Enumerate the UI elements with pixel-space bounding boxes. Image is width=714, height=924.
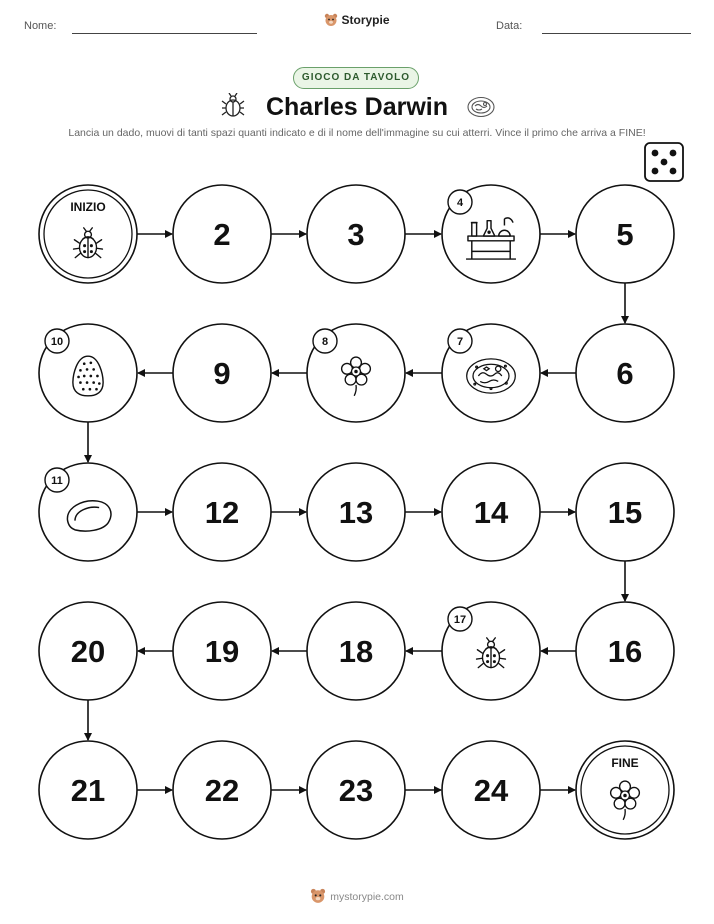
space-number: 16: [607, 634, 643, 669]
board-space: [307, 463, 405, 561]
board-space: [39, 324, 137, 422]
space-number: 17: [453, 614, 467, 626]
space-number: 20: [70, 634, 106, 669]
board-space: [442, 741, 540, 839]
board-space: [307, 602, 405, 700]
space-number: 4: [456, 197, 464, 209]
space-number: 10: [50, 336, 64, 348]
space-number: 18: [338, 634, 374, 669]
space-number: 5: [616, 217, 634, 252]
space-number: 14: [473, 495, 509, 530]
board-space: [307, 741, 405, 839]
footer-url: mystorypie.com: [330, 891, 404, 903]
board-space: [442, 324, 540, 422]
page-title: Charles Darwin: [265, 93, 448, 121]
space-number: 2: [213, 217, 231, 252]
space-number: 6: [616, 356, 634, 391]
category-badge: GIOCO DA TAVOLO: [293, 67, 419, 89]
board-space: [576, 602, 674, 700]
space-number: 22: [204, 773, 240, 808]
board-space: [442, 185, 540, 283]
board-space: [39, 602, 137, 700]
board-space: [442, 463, 540, 561]
space-number: 13: [338, 495, 374, 530]
space-number: 23: [338, 773, 374, 808]
space-number: 3: [347, 217, 365, 252]
space-number: 15: [607, 495, 643, 530]
brand-name: Storypie: [341, 13, 390, 27]
board-space: [576, 463, 674, 561]
board-space: [173, 185, 271, 283]
space-number: 11: [51, 475, 63, 487]
space-number: 24: [473, 773, 509, 808]
board-space: [307, 324, 405, 422]
board-space: [173, 463, 271, 561]
finish-label: FINE: [611, 756, 639, 770]
space-number: 12: [204, 495, 240, 530]
board-space: [173, 602, 271, 700]
name-label: Nome:: [24, 20, 57, 32]
board-space: [576, 185, 674, 283]
start-label: INIZIO: [70, 200, 106, 214]
board-space: [39, 463, 137, 561]
board-space: [39, 741, 137, 839]
board-space: [173, 741, 271, 839]
footer: [0, 888, 714, 907]
board-space: [173, 324, 271, 422]
bear-mascot-icon: [310, 888, 326, 907]
finish-space: [576, 741, 674, 839]
space-number: 7: [456, 336, 464, 348]
space-number: 19: [204, 634, 240, 669]
game-instructions: Lancia un dado, muovi di tanti spazi quanti indicato e di il nome dell'immagine su cui atterri. Vince il primo che arriva a FINE!: [68, 127, 646, 139]
start-space: [39, 185, 137, 283]
board-space: [576, 324, 674, 422]
space-number: 9: [213, 356, 231, 391]
space-number: 21: [70, 773, 106, 808]
board-space: [307, 185, 405, 283]
space-number: 8: [321, 336, 329, 348]
date-label: Data:: [496, 20, 523, 32]
board-space: [442, 602, 540, 700]
